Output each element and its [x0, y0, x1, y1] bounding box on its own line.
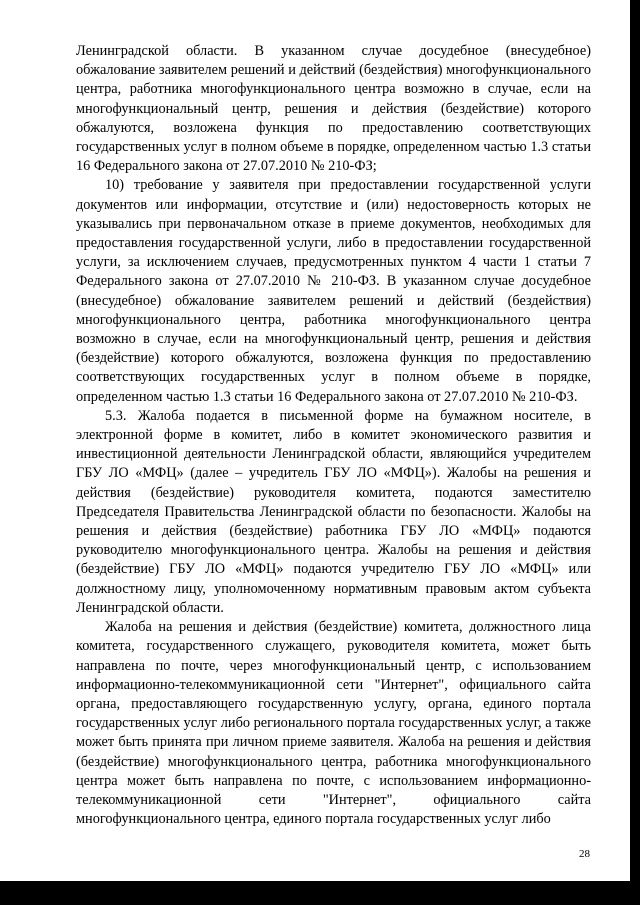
scan-edge-right	[630, 0, 640, 881]
paragraph-continuation: Ленинградской области. В указанном случае досудебное (внесудебное) обжалование заявителем решений и действий (бездействия) многофункционального центра, работника многофункционального центра возможно в случае, если на многофункциональный центр, решения и действия (бездействие) которого обжалуются, возложена функция по предоставлению соответствующих государственных услуг в полном объеме в порядке, определенном частью 1.3 статьи 16 Федерального закона от 27.07.2010 № 210-ФЗ;	[76, 43, 591, 175]
paragraph-item-10: 10) требование у заявителя при предоставлении государственной услуги документов или информации, отсутствие и (или) недостоверность которых не указывались при первоначальном отказе в приеме документов, необходимых для предоставления государственной услуги, либо в предоставлении государственной услуги, за исключением случаев, предусмотренных пунктом 4 части 1 статьи 7 Федерального закона от 27.07.2010 № 210-ФЗ. В указанном случае досудебное (внесудебное) обжалование заявителем решений и действий (бездействия) многофункционального центра, работника многофункционального центра возможно в случае, если на многофункциональный центр, решения и действия (бездействие) которого обжалуются, возложена функция по предоставлению соответствующих государственных услуг в полном объеме в порядке, определенном частью 1.3 статьи 16 Федерального закона от 27.07.2010 № 210-ФЗ.	[76, 177, 591, 405]
paragraph-complaint-channels: Жалоба на решения и действия (бездействие) комитета, должностного лица комитета, государственного служащего, руководителя комитета, может быть направлена по почте, через многофункциональный центр, с использованием информационно-телекоммуникационной сети "Интернет", официального сайта органа, предоставляющего государственную услугу, органа, единого портала государственных услуг либо регионального портала государственных услуг, а также может быть принята при личном приеме заявителя. Жалоба на решения и действия (бездействие) многофункционального центра, работника многофункционального центра может быть направлена по почте, с использованием информационно-телекоммуникационной сети "Интернет", официального сайта многофункционального центра, единого портала государственных услуг либо	[76, 619, 591, 828]
paragraph-5-3: 5.3. Жалоба подается в письменной форме на бумажном носителе, в электронной форме в комитет, либо в комитет экономического развития и инвестиционной деятельности Ленинградской области, являющийся учредителем ГБУ ЛО «МФЦ» (далее – учредитель ГБУ ЛО «МФЦ»). Жалобы на решения и действия (бездействие) руководителя комитета, подаются заместителю Председателя Правительства Ленинградской области по безопасности. Жалобы на решения и действия (бездействие) работника ГБУ ЛО «МФЦ» подаются руководителю многофункционального центра. Жалобы на решения и действия (бездействие) ГБУ ЛО «МФЦ» подаются учредителю ГБУ ЛО «МФЦ» или должностному лицу, уполномоченному нормативным правовым актом субъекта Ленинградской области.	[76, 407, 591, 616]
page-number: 28	[579, 848, 590, 860]
document-body	[76, 42, 591, 829]
scan-edge-bottom	[0, 881, 640, 905]
